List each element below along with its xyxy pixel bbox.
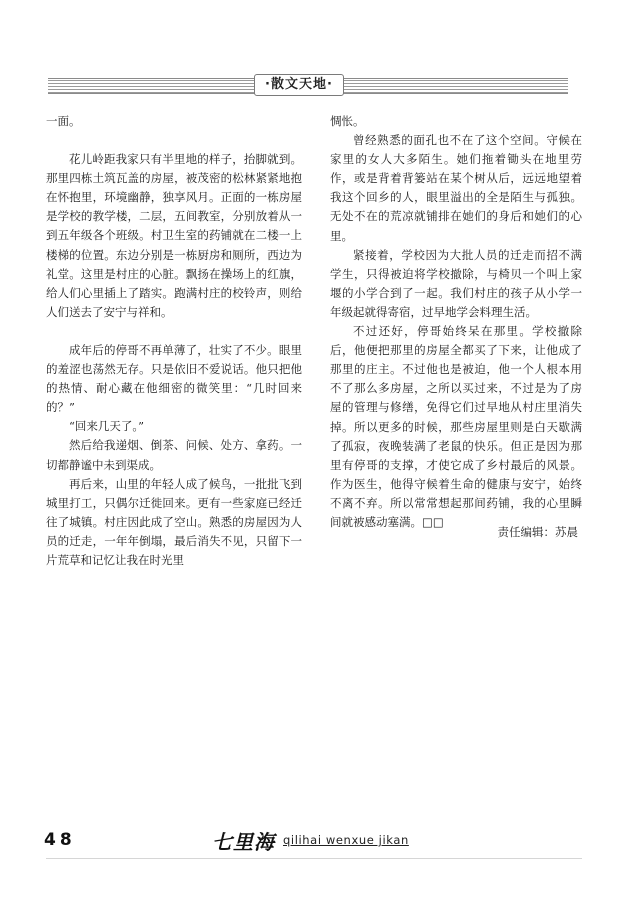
paragraph: 然后给我递烟、倒茶、问候、处方、拿药。一切都静谧中未到渠成。 <box>46 438 302 472</box>
paragraph: 曾经熟悉的面孔也不在了这个空间。守候在家里的女人大多陌生。她们拖着锄头在地里劳作，或是背着背篓站在某个树从后，远远地望着我这个回乡的人，眼里溢出的全是陌生与孤独。无处不在的荒凉就铺排在她们的身后和她们的心里。 <box>330 133 582 243</box>
paragraph: 成年后的停哥不再单薄了，壮实了不少。眼里的羞涩也荡然无存。只是依旧不爱说话。他只把他的热情、耐心藏在他细密的微笑里：“几时回来的？” <box>46 342 302 415</box>
journal-pinyin: qilihai wenxue jikan <box>283 833 409 847</box>
paragraph: “回来几天了。” <box>69 419 145 434</box>
footer-rule <box>46 858 582 859</box>
paragraph: 再后来，山里的年轻人成了候鸟，一批批飞到城里打工，只偶尔迁徙回来。更有一些家庭已经迁往了城镇。村庄因此成了空山。熟悉的房屋因为人员的迁走，一年年倒塌，最后消失不见，只留下一片荒草和记忆让我在时光里 <box>46 476 302 567</box>
left-column <box>46 112 302 570</box>
page-number: 48 <box>44 830 76 850</box>
paragraph: 花儿岭距我家只有半里地的样子，抬脚就到。那里四栋土筑瓦盖的房屋，被茂密的松林紧紧地抱在怀抱里，环境幽静，独享风月。正面的一栋房屋是学校的教学楼，二层，五间教室，分别放着从一到五年级各个班级。村卫生室的药铺就在二楼一上楼梯的位置。东边分别是一栋厨房和厕所，西边为礼堂。这里是村庄的心脏。飘扬在操场上的红旗，给人们心里插上了踏实。跑满村庄的校铃声，则给人们送去了安宁与祥和。 <box>46 152 302 319</box>
journal-logo: 七里海 <box>212 830 275 854</box>
right-column <box>330 112 582 532</box>
section-title: ·散文天地· <box>254 74 344 96</box>
editor-credit: 责任编辑：苏晨 <box>497 525 578 539</box>
paragraph: 惆怅。 <box>330 114 365 128</box>
paragraph: 一面。 <box>46 114 81 128</box>
paragraph: 紧接着，学校因为大批人员的迁走而招不满学生，只得被迫将学校撤除，与椅贝一个叫上家堰的小学合到了一起。我们村庄的孩子从小学一年级起就得寄宿，过早地学会料理生活。 <box>330 247 582 319</box>
paragraph: 不过还好，停哥始终呆在那里。学校撤除后，他便把那里的房屋全都买了下来，让他成了那里的庄主。不过他也是被迫，他一个人根本用不了那么多房屋，之所以买过来，不过是为了房屋的管理与修缮，免得它们过早地从村庄里消失掉。所以更多的时候，那些房屋里则是白天歇满了孤寂，夜晚装满了老鼠的快乐。但正是因为那里有停哥的支撑，才使它成了乡村最后的风景。作为医生，他得守候着生命的健康与安宁，始终不离不弃。所以常常想起那间药铺，我的心里瞬间就被感动塞满。□□ <box>330 324 582 529</box>
